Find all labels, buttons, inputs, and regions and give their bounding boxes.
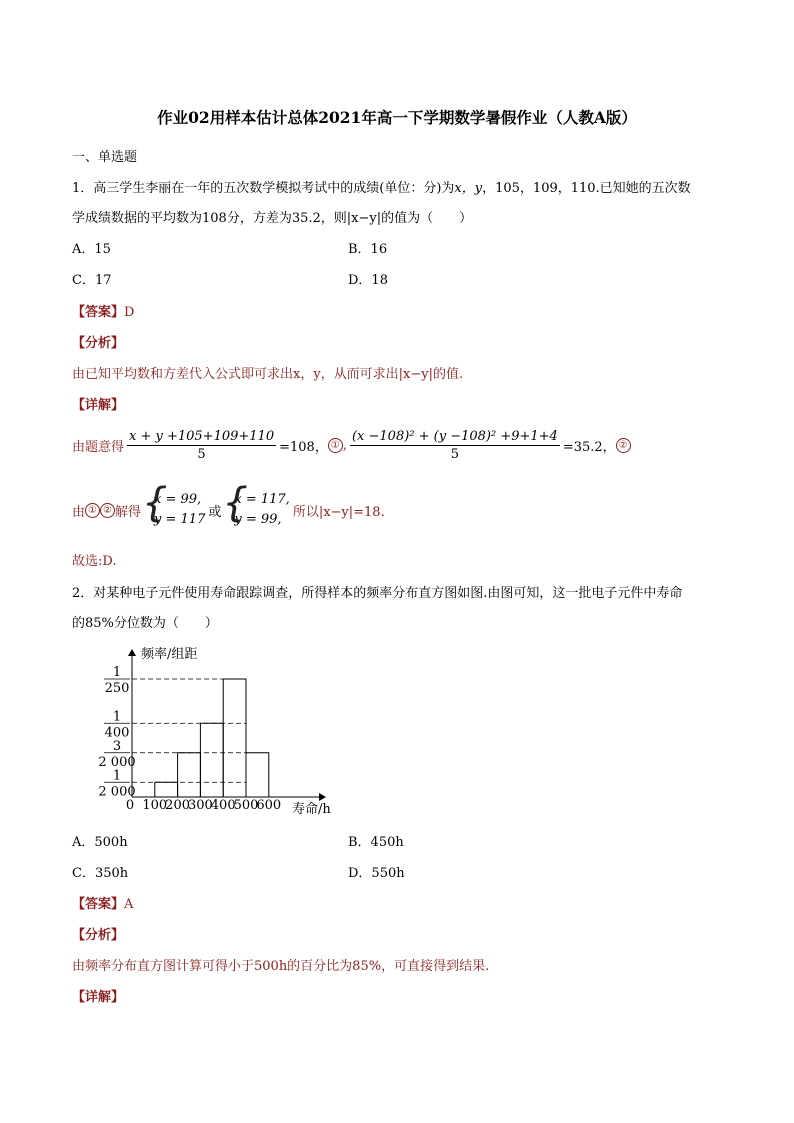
y-axis-label: 频率/组距 <box>141 647 198 662</box>
brace-icon: { <box>222 480 248 526</box>
q1-system-1 <box>142 480 206 530</box>
q1-eq2-fraction <box>350 428 560 463</box>
y-tick-denominator: 250 <box>104 681 130 696</box>
y-tick-numerator: 1 <box>112 665 122 680</box>
q1-detail-label: 【详解】 <box>72 398 125 413</box>
q1-analysis-label: 【分析】 <box>72 336 125 351</box>
q1-equation-line: 由题意得 $\frac{x + y +105+109+110}{5}$ =108， ① , $\frac{\text{(x −108)² + (y −108)² +9+1+4}}{5}$ =35.2， ② <box>72 428 631 463</box>
q1-system-1-row-b: y = 117 <box>154 512 206 527</box>
section-heading: 一、单选题 <box>72 150 138 165</box>
q2-stem-line1: 2．对某种电子元件使用寿命跟踪调查，所得样本的频率分布直方图如图.由图可知，这一批电子元件中寿命 <box>72 586 683 601</box>
y-tick-numerator: 1 <box>112 768 122 784</box>
q1-marker-2: ② <box>616 438 631 453</box>
x-tick-label: 200 <box>165 798 191 813</box>
q1-solve-marker-1: ① <box>85 503 100 518</box>
q1-option-c: C．17 <box>72 273 112 288</box>
q1-system-1-row-a: x = 99, <box>154 492 202 507</box>
histogram-bar <box>200 723 223 797</box>
q2-detail-label: 【详解】 <box>72 990 125 1005</box>
q1-answer-label: 【答案】 <box>72 305 125 320</box>
y-tick-numerator: 3 <box>112 738 122 754</box>
x-tick-label: 400 <box>210 798 236 813</box>
q1-stem-text: 1．高三学生李丽在一年的五次数学模拟考试中的成绩(单位：分)为 <box>72 181 455 196</box>
q1-eq2-denominator: 5 <box>450 447 460 462</box>
q2-option-b: B．450h <box>348 835 404 850</box>
q1-option-b: B．16 <box>348 242 388 257</box>
q2-option-c: C．350h <box>72 866 129 881</box>
q1-or: 或 <box>208 504 222 520</box>
q1-eq1-rhs: =108， <box>279 440 328 455</box>
q1-solve-mid: 解得 <box>115 504 142 520</box>
q1-analysis-text: 由已知平均数和方差代入公式即可求出x，y，从而可求出|x−y|的值. <box>72 367 464 382</box>
q1-eq1-numerator: x + y +105+109+110 <box>129 429 275 444</box>
q2-analysis-text: 由频率分布直方图计算可得小于500h的百分比为85%，可直接得到结果. <box>72 959 490 974</box>
q1-conclusion: 故选:D. <box>72 554 117 569</box>
page-title: 作业02用样本估计总体2021年高一下学期数学暑假作业（人教A版） <box>157 108 637 127</box>
y-tick-numerator: 1 <box>112 709 122 725</box>
x-tick-label: 600 <box>256 798 282 813</box>
q1-solve-prefix: 由 <box>72 504 86 520</box>
q1-vars: x，y <box>454 181 483 196</box>
brace-icon: { <box>142 480 168 526</box>
q1-option-d: D．18 <box>348 273 388 288</box>
q1-eq1-denominator: 5 <box>197 447 206 462</box>
x-tick-label: 100 <box>142 798 168 813</box>
q1-eq2-rhs: =35.2， <box>562 440 616 455</box>
q2-stem-line2: 的85%分位数为（ ） <box>72 616 218 631</box>
histogram-bar <box>155 782 178 797</box>
q1-system-2-row-a: x = 117, <box>234 492 290 507</box>
q1-marker-1: ① <box>328 438 343 453</box>
q1-system-2 <box>222 480 290 530</box>
q2-answer-label: 【答案】 <box>72 897 125 912</box>
histogram-bar <box>223 679 246 797</box>
y-tick-denominator: 2 000 <box>98 784 136 800</box>
q1-answer-value: D <box>124 305 135 320</box>
x-tick-label: 500 <box>233 798 259 813</box>
q1-eq1-fraction <box>127 428 276 463</box>
q1-stem-line1 <box>72 177 691 196</box>
x-tick-label: 300 <box>187 798 213 813</box>
q1-option-a: A．15 <box>72 242 111 257</box>
x-axis-label: 寿命/h <box>292 802 331 817</box>
q1-eq-prefix: 由题意得 <box>72 440 125 455</box>
q2-option-d: D．550h <box>348 866 405 881</box>
q1-system-2-row-b: y = 99, <box>234 512 282 527</box>
q2-answer-value: A <box>124 897 134 912</box>
q2-analysis-label: 【分析】 <box>72 928 125 943</box>
y-tick-denominator: 400 <box>104 725 130 741</box>
q1-solve-tail: 所以|x−y|=18. <box>292 504 385 520</box>
q1-stem-tail: ，105，109，110.已知她的五次数 <box>482 181 691 196</box>
q1-solve-line <box>72 480 385 530</box>
histogram-bar <box>246 753 269 797</box>
q2-answer <box>72 893 133 912</box>
x-tick-label: 0 <box>125 798 135 813</box>
histogram-bar <box>178 753 201 797</box>
q1-answer <box>72 301 134 320</box>
q1-eq2-numerator: (x −108)² + (y −108)² +9+1+4 <box>351 429 558 444</box>
y-tick-denominator: 2 000 <box>98 754 136 770</box>
q1-stem-line2: 学成绩数据的平均数为108分，方差为35.2，则|x−y|的值为（ ） <box>72 211 473 226</box>
q2-option-a: A．500h <box>72 835 128 850</box>
histogram <box>80 642 350 827</box>
q1-solve-marker-2: ② <box>100 503 115 518</box>
